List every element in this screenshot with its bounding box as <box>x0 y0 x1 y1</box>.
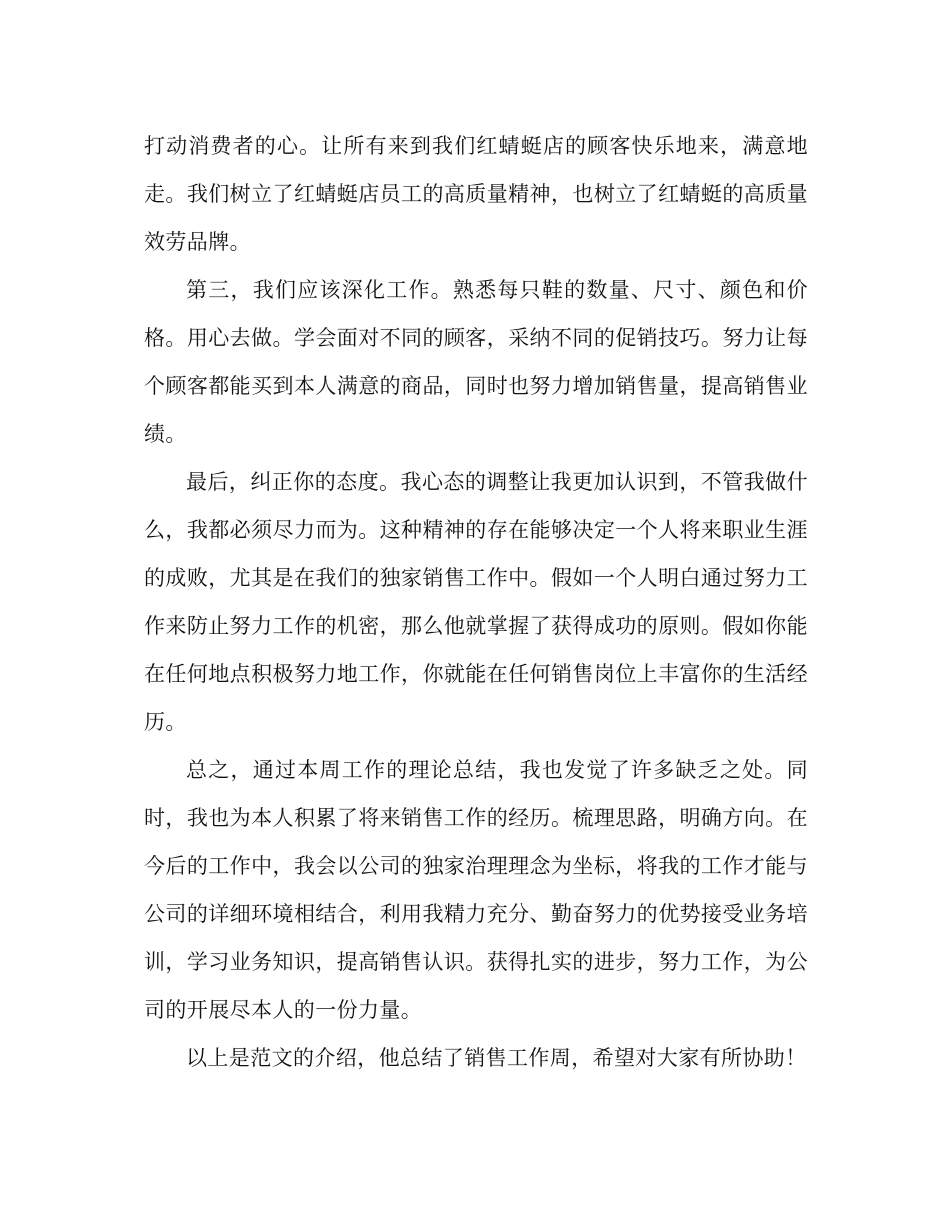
paragraph-continuation: 打动消费者的心。让所有来到我们红蜻蜓店的顾客快乐地来，满意地走。我们树立了红蜻蜓店员工的高质量精神，也树立了红蜻蜓的高质量效劳品牌。 <box>144 134 808 254</box>
paragraph-summary: 总之，通过本周工作的理论总结，我也发觉了许多缺乏之处。同时，我也为本人积累了将来销售工作的经历。梳理思路，明确方向。在今后的工作中，我会以公司的独家治理理念为坐标，将我的工作才能与公司的详细环境相结合，利用我精力充分、勤奋努力的优势接受业务培训，学习业务知识，提高销售认识。获得扎实的进步，努力工作，为公司的开展尽本人的一份力量。 <box>144 758 808 1022</box>
document-body <box>144 122 808 1082</box>
paragraph-finally: 最后，纠正你的态度。我心态的调整让我更加认识到，不管我做什么，我都必须尽力而为。这种精神的存在能够决定一个人将来职业生涯的成败，尤其是在我们的独家销售工作中。假如一个人明白通过努力工作来防止努力工作的机密，那么他就掌握了获得成功的原则。假如你能在任何地点积极努力地工作，你就能在任何销售岗位上丰富你的生活经历。 <box>144 470 808 734</box>
paragraph-closing: 以上是范文的介绍，他总结了销售工作周，希望对大家有所协助！ <box>186 1046 807 1070</box>
paragraph-third-point: 第三，我们应该深化工作。熟悉每只鞋的数量、尺寸、颜色和价格。用心去做。学会面对不同的顾客，采纳不同的促销技巧。努力让每个顾客都能买到本人满意的商品，同时也努力增加销售量，提高销售业绩。 <box>144 278 808 446</box>
